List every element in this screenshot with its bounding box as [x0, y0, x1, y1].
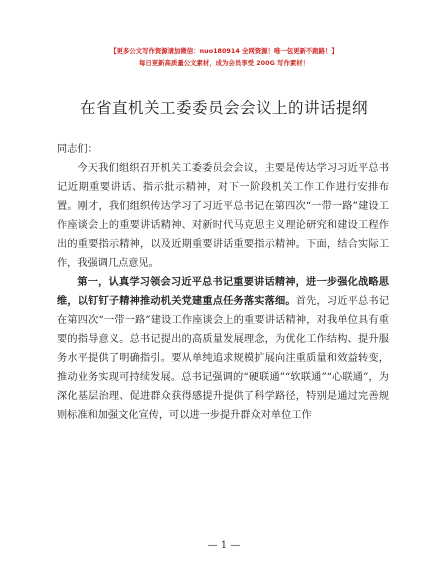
salutation: 同志们：	[57, 144, 98, 155]
paragraph-2	[57, 273, 389, 425]
document-title: 在省直机关工委委员会会议上的讲话提纲	[79, 99, 368, 117]
promo-banner-line-1: 【更多公文写作资源请加微信：nuo180914 全网资源！唯一包更新不跑路！】	[110, 47, 338, 55]
paragraph-2-heading: 第一，认真学习领会习近平总书记重要讲话精神，进一步强化战略思维，以钉钉子精神推动机关党建重点任务落实落细。	[57, 276, 389, 307]
document-body	[57, 140, 389, 425]
paragraph-1: 今天我们组织召开机关工委委员会会议，主要是传达学习习近平总书记近期重要讲话、指示批示精神，对下一阶段机关工作工作进行安排布置。刚才，我们组织传达学习了习近平总书记在第四次“一带一路”建设工作座谈会上的重要讲话精神、对新时代马克思主义理论研究和建设工程作出的重要指示精神，以及近期重要讲话重要指示精神。下面，结合实际工作，我强调几点意见。	[57, 163, 389, 269]
paragraph-2-body: 首先，习近平总书记在第四次“一带一路”建设工作座谈会上的重要讲话精神，对我单位具有重要的指导意义。总书记提出的高质量发展理念，为优化工作结构、提升服务水平提供了明确指引。要从单纯追求规模扩展向注重质量和效益转变，推动业务实现可持续发展。总书记强调的“硬联通”“软联通”“心联通”，为深化基层治理、促进群众获得感提升提供了科学路径，特别是通过完善规则标准和加强文化宣传，可以进一步提升群众对单位工作	[57, 296, 390, 421]
promo-banner-line-2: 每日更新高质量公文素材，成为会员享受 200G 写作素材！	[138, 59, 310, 67]
page-number: — 1 —	[207, 540, 241, 551]
